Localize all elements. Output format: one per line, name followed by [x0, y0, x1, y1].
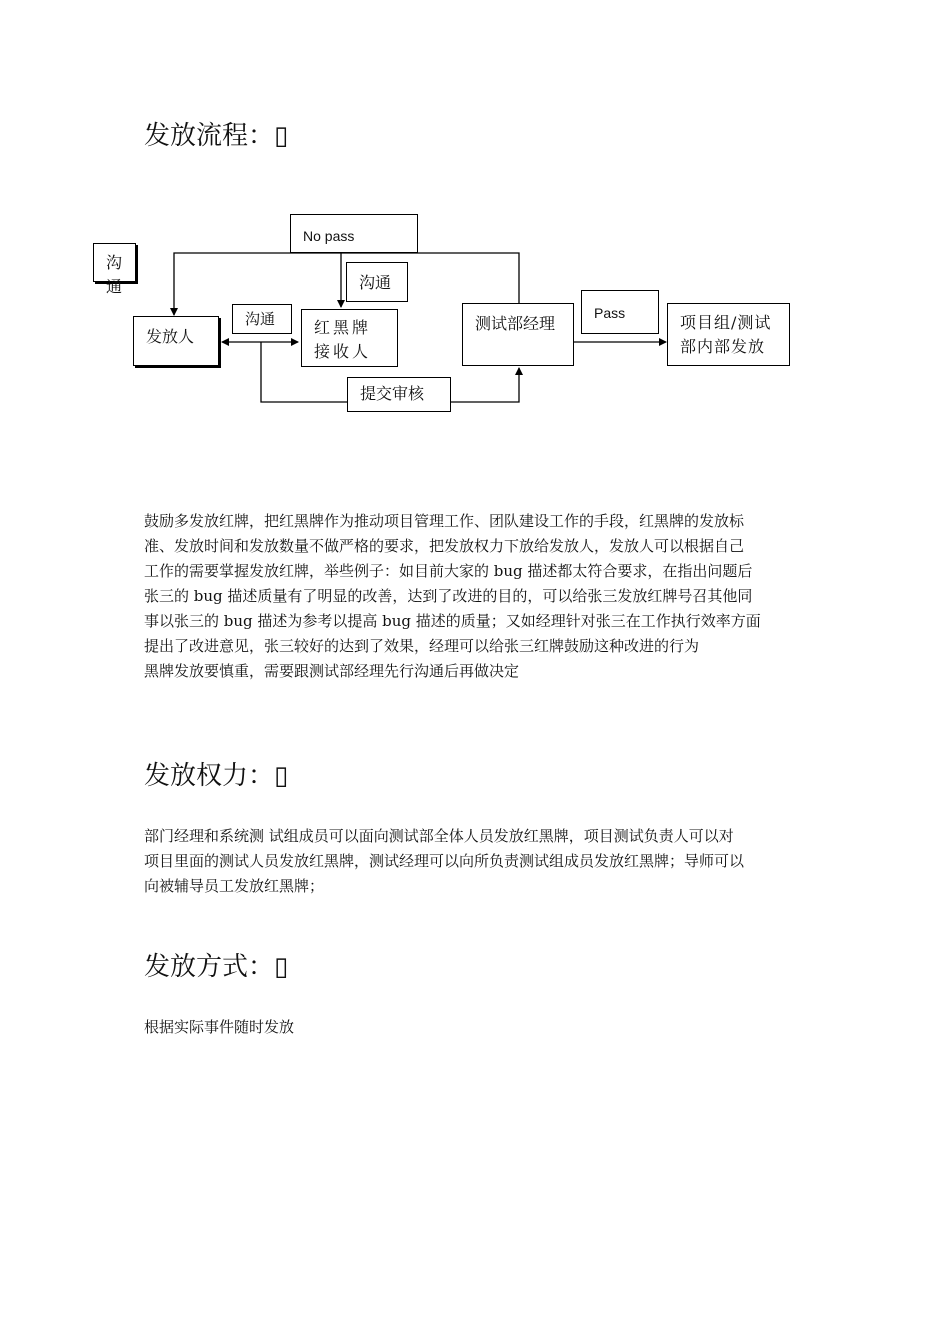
manager-box: 测试部经理 — [462, 303, 574, 366]
power-paragraph — [144, 824, 816, 899]
paragraph-line: 张三的 bug 描述质量有了明显的改善，达到了改进的目的，可以给张三发放红牌号召其他同 — [144, 587, 753, 605]
method-paragraph — [144, 1015, 816, 1040]
paragraph-line: 准、发放时间和发放数量不做严格的要求，把发放权力下放给发放人，发放人可以根据自己 — [144, 537, 745, 555]
receiver-box: 红黑牌接收人 — [301, 309, 398, 367]
encourage-paragraph — [144, 509, 816, 684]
power-heading: 发放权力：▯ — [144, 761, 289, 791]
paragraph-line: 向被辅导员工发放红黑牌； — [144, 877, 325, 895]
paragraph-line: 工作的需要掌握发放红牌，举些例子：如目前大家的 bug 描述都太符合要求，在指出问题后 — [144, 562, 753, 580]
paragraph-line: 根据实际事件随时发放 — [144, 1018, 295, 1036]
paragraph-line: 项目里面的测试人员发放红黑牌，测试经理可以向所负责测试组成员发放红黑牌；导师可以 — [144, 852, 745, 870]
issuer-box: 发放人 — [133, 316, 219, 366]
flowchart-connectors — [0, 0, 950, 450]
paragraph-line: 部门经理和系统测 试组成员可以面向测试部全体人员发放红黑牌，项目测试负责人可以对 — [144, 827, 734, 845]
submit-label: 提交审核 — [347, 377, 451, 412]
missing-glyph-icon: ▯ — [274, 761, 289, 791]
flow-heading: 发放流程：▯ — [144, 121, 289, 151]
communicate-label-top: 沟通 — [346, 262, 408, 302]
missing-glyph-icon: ▯ — [274, 121, 289, 151]
dept-issue-box: 项目组/测试部内部发放 — [667, 303, 790, 366]
paragraph-line: 事以张三的 bug 描述为参考以提高 bug 描述的质量；又如经理针对张三在工作执行效率方面 — [144, 612, 761, 630]
method-heading: 发放方式：▯ — [144, 952, 289, 982]
paragraph-line: 提出了改进意见，张三较好的达到了效果，经理可以给张三红牌鼓励这种改进的行为 — [144, 637, 700, 655]
missing-glyph-icon: ▯ — [274, 952, 289, 982]
no-pass-label: No pass — [290, 214, 418, 253]
pass-label: Pass — [581, 290, 659, 334]
communicate-label-mid: 沟通 — [232, 304, 292, 334]
communicate-label-left: 沟通 — [93, 243, 136, 282]
paragraph-line: 黑牌发放要慎重，需要跟测试部经理先行沟通后再做决定 — [144, 662, 520, 680]
paragraph-line: 鼓励多发放红牌，把红黑牌作为推动项目管理工作、团队建设工作的手段，红黑牌的发放标 — [144, 512, 745, 530]
